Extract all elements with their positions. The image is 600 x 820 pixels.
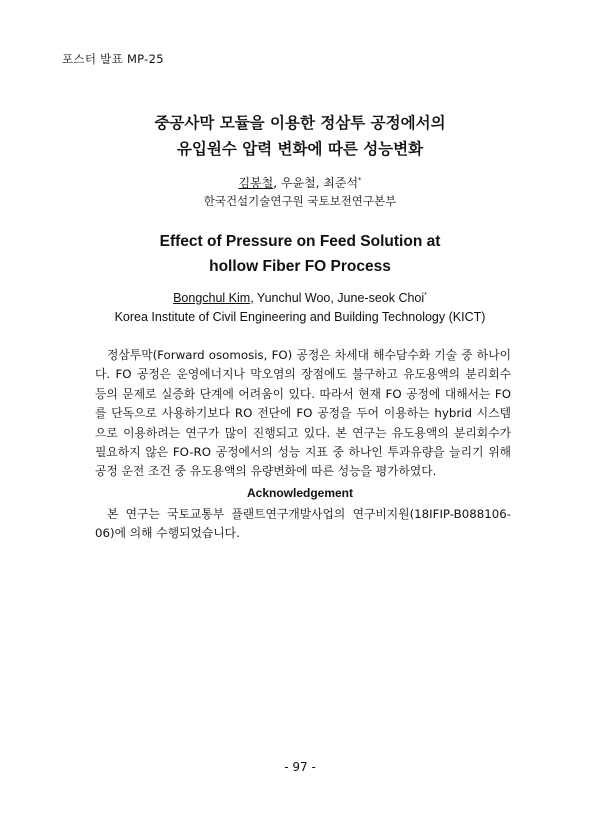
korean-affiliation: 한국건설기술연구원 국토보전연구본부	[203, 194, 397, 208]
english-title-line-2: hollow Fiber FO Process	[209, 258, 391, 275]
english-first-author: Bongchul Kim,	[173, 291, 254, 305]
acknowledgement-heading: Acknowledgement	[246, 486, 354, 500]
korean-first-author: 김봉철	[238, 176, 274, 190]
english-authors	[0, 291, 600, 305]
acknowledgement-text: 본 연구는 국토교통부 플랜트연구개발사업의 연구비지원(18IFIP-B088106-06)에 의해 수행되었습니다.	[95, 507, 511, 541]
korean-title-line-1: 중공사막 모듈을 이용한 정삼투 공정에서의	[154, 114, 446, 132]
english-title	[0, 229, 600, 279]
english-title-line-1: Effect of Pressure on Feed Solution at	[159, 233, 441, 250]
english-affiliation: Korea Institute of Civil Engineering and Building Technology (KICT)	[114, 310, 486, 324]
corresponding-author-mark-en: *	[424, 291, 427, 299]
korean-coauthors: , 우윤철, 최준석	[273, 176, 359, 190]
korean-title	[0, 110, 600, 162]
abstract-paragraph: 정삼투막(Forward osomosis, FO) 공정은 차세대 해수담수화 기술 중 하나이다. FO 공정은 운영에너지나 막오염의 장점에도 불구하고 유도용액의 분리회수 등의 문제로 실증화 단계에 어려움이 있다. 따라서 현재 FO 공정에 대해서는 FO를 단독으로 사용하기보다 RO 전단에 FO 공정을 두어 이용하는 hybrid 시스템으로 이용하려는 연구가 많이 진행되고 있다. 본 연구는 유도용액의 분리회수가 필요하지 않은 FO-RO 공정에서의 성능 지표 중 하나인 투과유량을 늘리기 위해 공정 운전 조건 중 유도용액의 유량변화에 따른 성능을 평가하였다.	[95, 348, 511, 479]
korean-authors	[0, 174, 600, 191]
poster-session-label: 포스터 발표 MP-25	[62, 52, 164, 66]
english-coauthors: Yunchul Woo, June-seok Choi	[253, 291, 425, 305]
corresponding-author-mark: *	[358, 176, 362, 184]
page-number: - 97 -	[284, 760, 316, 774]
korean-title-line-2: 유입원수 압력 변화에 따른 성능변화	[176, 140, 424, 158]
